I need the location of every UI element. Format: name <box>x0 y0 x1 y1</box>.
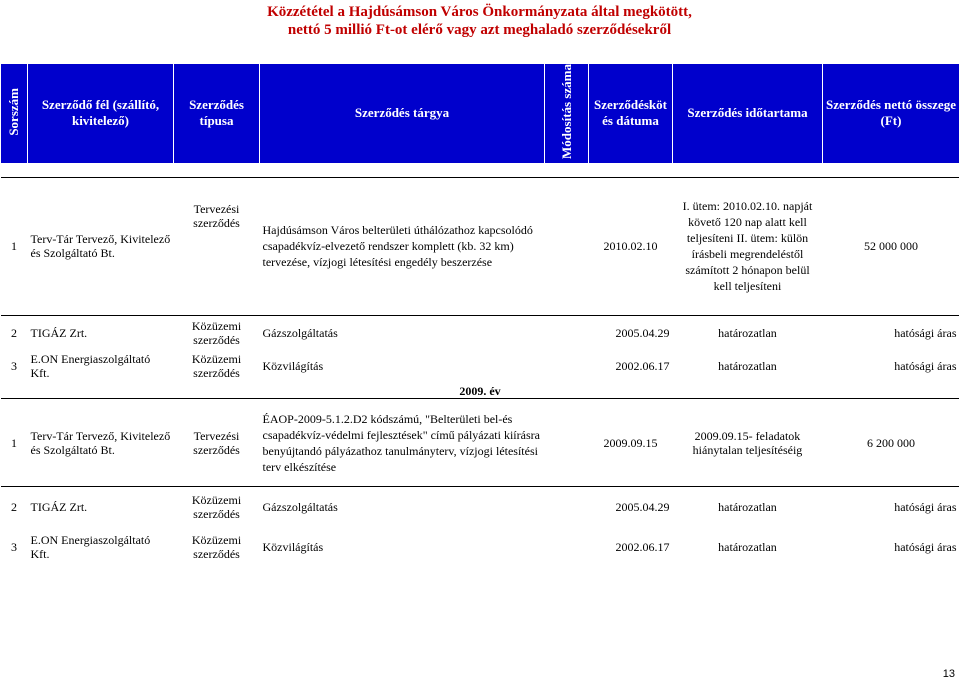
amount-cell: hatósági áras <box>894 500 957 515</box>
date-cell: 2009.09.15 <box>589 399 673 487</box>
title-line-2: nettó 5 millió Ft-ot elérő vagy azt meghaladó szerződésekről <box>287 22 672 38</box>
contracts-table <box>0 63 959 567</box>
table-row <box>1 487 959 527</box>
type-cell: Közüzemi szerződés <box>191 318 242 347</box>
modification-cell <box>545 177 589 315</box>
type-cell: Tervezési szerződés <box>174 399 260 487</box>
duration-cell: határozatlan <box>718 500 777 515</box>
table-row <box>1 315 959 349</box>
header-subject: Szerződés tárgya <box>260 64 545 164</box>
type-cell: Közüzemi szerződés <box>191 493 242 522</box>
type-cell: Közüzemi szerződés <box>191 532 242 561</box>
amount-cell: hatósági áras <box>894 539 957 554</box>
table-row <box>1 399 959 487</box>
header-modification: Módosítás száma <box>545 64 589 164</box>
party-cell: Terv-Tár Tervező, Kivitelező és Szolgáltató Bt. <box>28 177 174 315</box>
party-cell: E.ON Energiaszolgáltató Kft. <box>30 532 151 561</box>
modification-cell <box>545 349 589 383</box>
date-cell: 2010.02.10 <box>589 177 673 315</box>
subject-cell: Hajdúsámson Város belterületi úthálózathoz kapcsolódó csapadékvíz-elvezető rendszer komplett (kb. 32 km) tervezése, vízjogi létesítési engedély beszerzése <box>260 177 545 315</box>
duration-cell: határozatlan <box>718 359 777 374</box>
subject-cell: ÉAOP-2009-5.1.2.D2 kódszámú, "Belterületi bel-és csapadékvíz-védelmi fejlesztések" című pályázati kiírásra benyújtandó pályázathoz tanulmányterv, vízjogi létesítési terv elkészítése <box>260 399 545 487</box>
header-type: Szerződés típusa <box>174 64 260 164</box>
amount-cell: hatósági áras <box>894 359 957 374</box>
type-cell: Tervezési szerződés <box>174 177 260 315</box>
header-date: Szerződésköt és dátuma <box>589 64 673 164</box>
header-party: Szerződő fél (szállító, kivitelező) <box>28 64 174 164</box>
table-row <box>1 349 959 383</box>
year-label: 2009. év <box>459 383 501 398</box>
duration-cell: határozatlan <box>718 325 777 340</box>
amount-cell: 52 000 000 <box>823 177 959 315</box>
party-cell: Terv-Tár Tervező, Kivitelező és Szolgáltató Bt. <box>28 399 174 487</box>
amount-cell: 6 200 000 <box>823 399 959 487</box>
date-cell: 2002.06.17 <box>615 359 670 374</box>
page-title <box>0 3 959 39</box>
party-cell: TIGÁZ Zrt. <box>30 325 88 340</box>
row-number: 3 <box>11 539 17 554</box>
row-number: 3 <box>11 359 17 374</box>
header-row <box>1 64 959 164</box>
modification-cell <box>545 487 589 527</box>
table-row <box>1 527 959 567</box>
subject-cell: Közvilágítás <box>262 539 324 554</box>
date-cell: 2005.04.29 <box>615 325 670 340</box>
page-number: 13 <box>942 668 955 680</box>
date-cell: 2002.06.17 <box>615 539 670 554</box>
modification-cell <box>545 315 589 349</box>
duration-cell: I. ütem: 2010.02.10. napját követő 120 nap alatt kell teljesíteni II. ütem: külön írásbeli megrendeléstől számított 2 hónapon belül kell teljesíteni <box>673 177 823 315</box>
party-cell: TIGÁZ Zrt. <box>30 500 88 515</box>
duration-cell: határozatlan <box>718 539 777 554</box>
subject-cell: Gázszolgáltatás <box>262 325 338 340</box>
amount-cell: hatósági áras <box>894 325 957 340</box>
header-sorszam: Sorszám <box>1 64 28 164</box>
date-cell: 2005.04.29 <box>615 500 670 515</box>
subject-cell: Gázszolgáltatás <box>262 500 338 515</box>
subject-cell: Közvilágítás <box>262 359 324 374</box>
row-number: 2 <box>11 325 17 340</box>
title-line-1: Közzététel a Hajdúsámson Város Önkormányzata által megkötött, <box>267 4 692 20</box>
type-cell: Közüzemi szerződés <box>191 352 242 381</box>
modification-cell <box>545 399 589 487</box>
row-number: 1 <box>1 399 28 487</box>
year-separator <box>1 383 959 399</box>
row-number: 2 <box>11 500 17 515</box>
party-cell: E.ON Energiaszolgáltató Kft. <box>30 352 151 381</box>
duration-cell: 2009.09.15- feladatok hiánytalan teljesítéséig <box>673 399 823 487</box>
header-duration: Szerződés időtartama <box>673 64 823 164</box>
table-row <box>1 177 959 315</box>
header-amount: Szerződés nettó összege (Ft) <box>823 64 959 164</box>
modification-cell <box>545 527 589 567</box>
row-number: 1 <box>1 177 28 315</box>
